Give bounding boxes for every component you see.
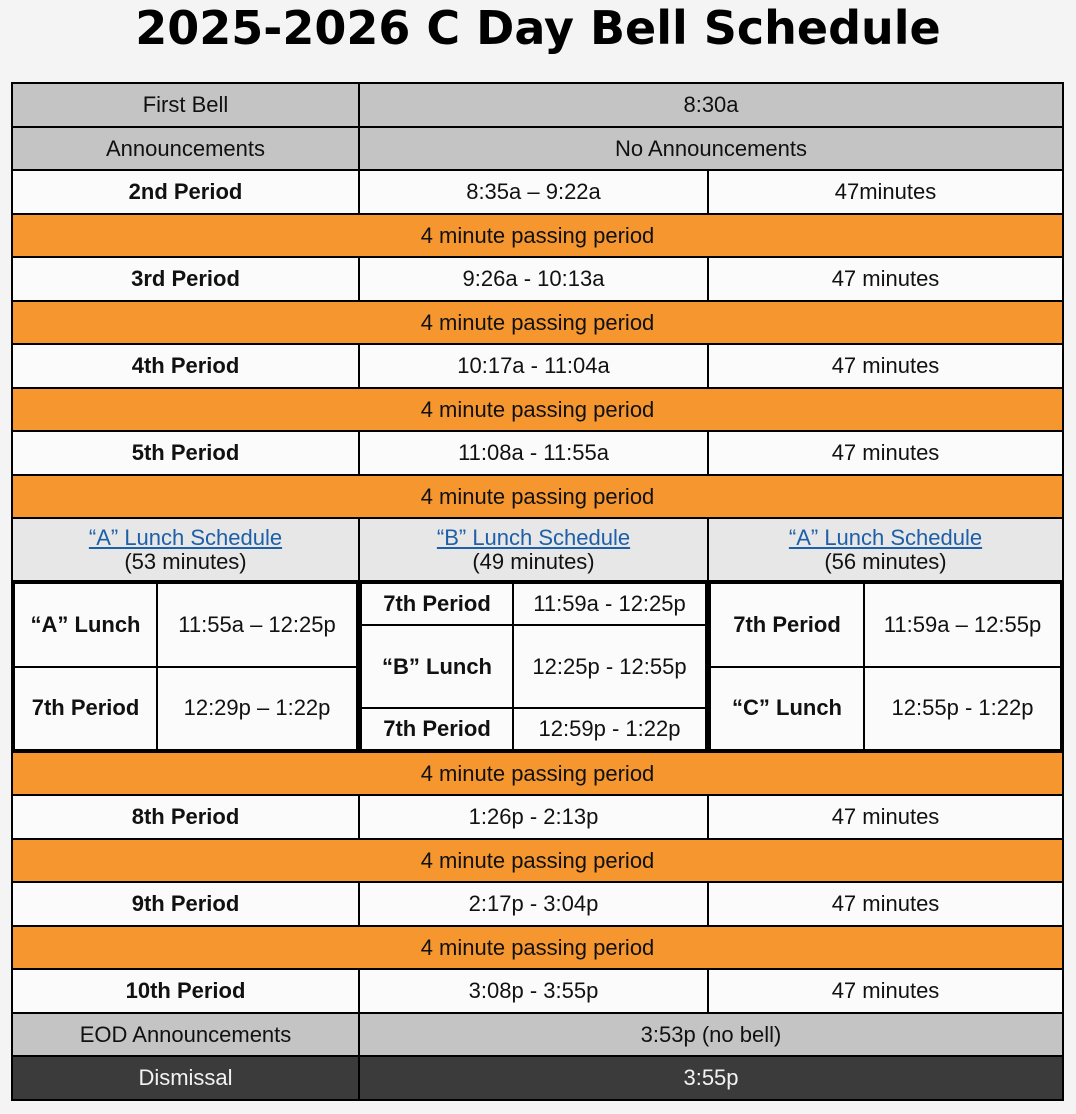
- lunch-b-row: [361, 625, 706, 708]
- first-bell-time: 8:30a: [359, 83, 1063, 127]
- announcements-label: Announcements: [12, 127, 359, 170]
- period-row: [12, 344, 1063, 388]
- passing-row: [12, 388, 1063, 431]
- period-row: [12, 795, 1063, 839]
- lunch-slot-time: 11:59a - 12:25p: [513, 583, 706, 625]
- period-row: [12, 882, 1063, 926]
- lunch-slot-name: “B” Lunch: [361, 625, 513, 708]
- period-duration: 47 minutes: [708, 344, 1063, 388]
- lunch-b-header: [359, 518, 708, 581]
- passing-period: 4 minute passing period: [12, 388, 1063, 431]
- lunch-a-table: [13, 582, 358, 751]
- period-duration: 47minutes: [708, 170, 1063, 214]
- period-row: [12, 969, 1063, 1013]
- lunch-slot-time: 12:25p - 12:55p: [513, 625, 706, 708]
- period-name: 4th Period: [12, 344, 359, 388]
- lunch-b-detail: [359, 581, 708, 752]
- passing-period: 4 minute passing period: [12, 301, 1063, 344]
- lunch-slot-time: 12:55p - 1:22p: [864, 667, 1061, 751]
- lunch-detail-row: [12, 581, 1063, 752]
- lunch-slot-time: 12:59p - 1:22p: [513, 708, 706, 750]
- lunch-a-row: [14, 667, 357, 751]
- passing-row: [12, 752, 1063, 795]
- lunch-c-table: [709, 582, 1062, 751]
- period-name: 2nd Period: [12, 170, 359, 214]
- period-time: 1:26p - 2:13p: [359, 795, 708, 839]
- period-duration: 47 minutes: [708, 795, 1063, 839]
- lunch-b-minutes: (49 minutes): [472, 548, 595, 574]
- period-duration: 47 minutes: [708, 969, 1063, 1013]
- lunch-b-row: [361, 583, 706, 625]
- announcements-value: No Announcements: [359, 127, 1063, 170]
- lunch-header-row: [12, 518, 1063, 581]
- period-time: 3:08p - 3:55p: [359, 969, 708, 1013]
- period-row: [12, 431, 1063, 475]
- passing-period: 4 minute passing period: [12, 475, 1063, 518]
- period-time: 8:35a – 9:22a: [359, 170, 708, 214]
- lunch-slot-name: 7th Period: [361, 708, 513, 750]
- period-name: 5th Period: [12, 431, 359, 475]
- lunch-slot-time: 12:29p – 1:22p: [157, 667, 357, 751]
- lunch-c-row: [710, 583, 1061, 667]
- passing-period: 4 minute passing period: [12, 926, 1063, 969]
- lunch-a-detail: [12, 581, 359, 752]
- lunch-c-detail: [708, 581, 1063, 752]
- dismissal-label: Dismissal: [12, 1056, 359, 1100]
- period-time: 9:26a - 10:13a: [359, 257, 708, 301]
- dismissal-time: 3:55p: [359, 1056, 1063, 1100]
- period-duration: 47 minutes: [708, 882, 1063, 926]
- period-time: 10:17a - 11:04a: [359, 344, 708, 388]
- eod-label: EOD Announcements: [12, 1013, 359, 1056]
- eod-row: [12, 1013, 1063, 1056]
- lunch-slot-name: “A” Lunch: [14, 583, 157, 667]
- bell-schedule-table: [11, 82, 1064, 1101]
- eod-value: 3:53p (no bell): [359, 1013, 1063, 1056]
- period-name: 3rd Period: [12, 257, 359, 301]
- first-bell-row: [12, 83, 1063, 127]
- lunch-slot-name: 7th Period: [710, 583, 864, 667]
- passing-row: [12, 214, 1063, 257]
- lunch-c-schedule-link[interactable]: “A” Lunch Schedule: [788, 524, 983, 550]
- lunch-a-schedule-link[interactable]: “A” Lunch Schedule: [88, 524, 283, 550]
- passing-row: [12, 301, 1063, 344]
- lunch-a-minutes: (53 minutes): [124, 548, 247, 574]
- passing-period: 4 minute passing period: [12, 214, 1063, 257]
- period-name: 10th Period: [12, 969, 359, 1013]
- lunch-slot-time: 11:59a – 12:55p: [864, 583, 1061, 667]
- period-name: 9th Period: [12, 882, 359, 926]
- page-title: 2025-2026 C Day Bell Schedule: [135, 1, 941, 55]
- lunch-a-header: [12, 518, 359, 581]
- lunch-slot-time: 11:55a – 12:25p: [157, 583, 357, 667]
- period-duration: 47 minutes: [708, 431, 1063, 475]
- period-time: 2:17p - 3:04p: [359, 882, 708, 926]
- lunch-slot-name: 7th Period: [361, 583, 513, 625]
- lunch-a-row: [14, 583, 357, 667]
- period-time: 11:08a - 11:55a: [359, 431, 708, 475]
- period-duration: 47 minutes: [708, 257, 1063, 301]
- period-name: 8th Period: [12, 795, 359, 839]
- passing-period: 4 minute passing period: [12, 839, 1063, 882]
- passing-period: 4 minute passing period: [12, 752, 1063, 795]
- lunch-c-header: [708, 518, 1063, 581]
- first-bell-label: First Bell: [12, 83, 359, 127]
- period-row: [12, 257, 1063, 301]
- announcements-row: [12, 127, 1063, 170]
- lunch-b-schedule-link[interactable]: “B” Lunch Schedule: [436, 524, 631, 550]
- lunch-c-minutes: (56 minutes): [824, 548, 947, 574]
- passing-row: [12, 839, 1063, 882]
- passing-row: [12, 475, 1063, 518]
- lunch-slot-name: 7th Period: [14, 667, 157, 751]
- period-row: [12, 170, 1063, 214]
- lunch-b-row: [361, 708, 706, 750]
- lunch-slot-name: “C” Lunch: [710, 667, 864, 751]
- lunch-b-table: [360, 582, 707, 751]
- passing-row: [12, 926, 1063, 969]
- dismissal-row: [12, 1056, 1063, 1100]
- lunch-c-row: [710, 667, 1061, 751]
